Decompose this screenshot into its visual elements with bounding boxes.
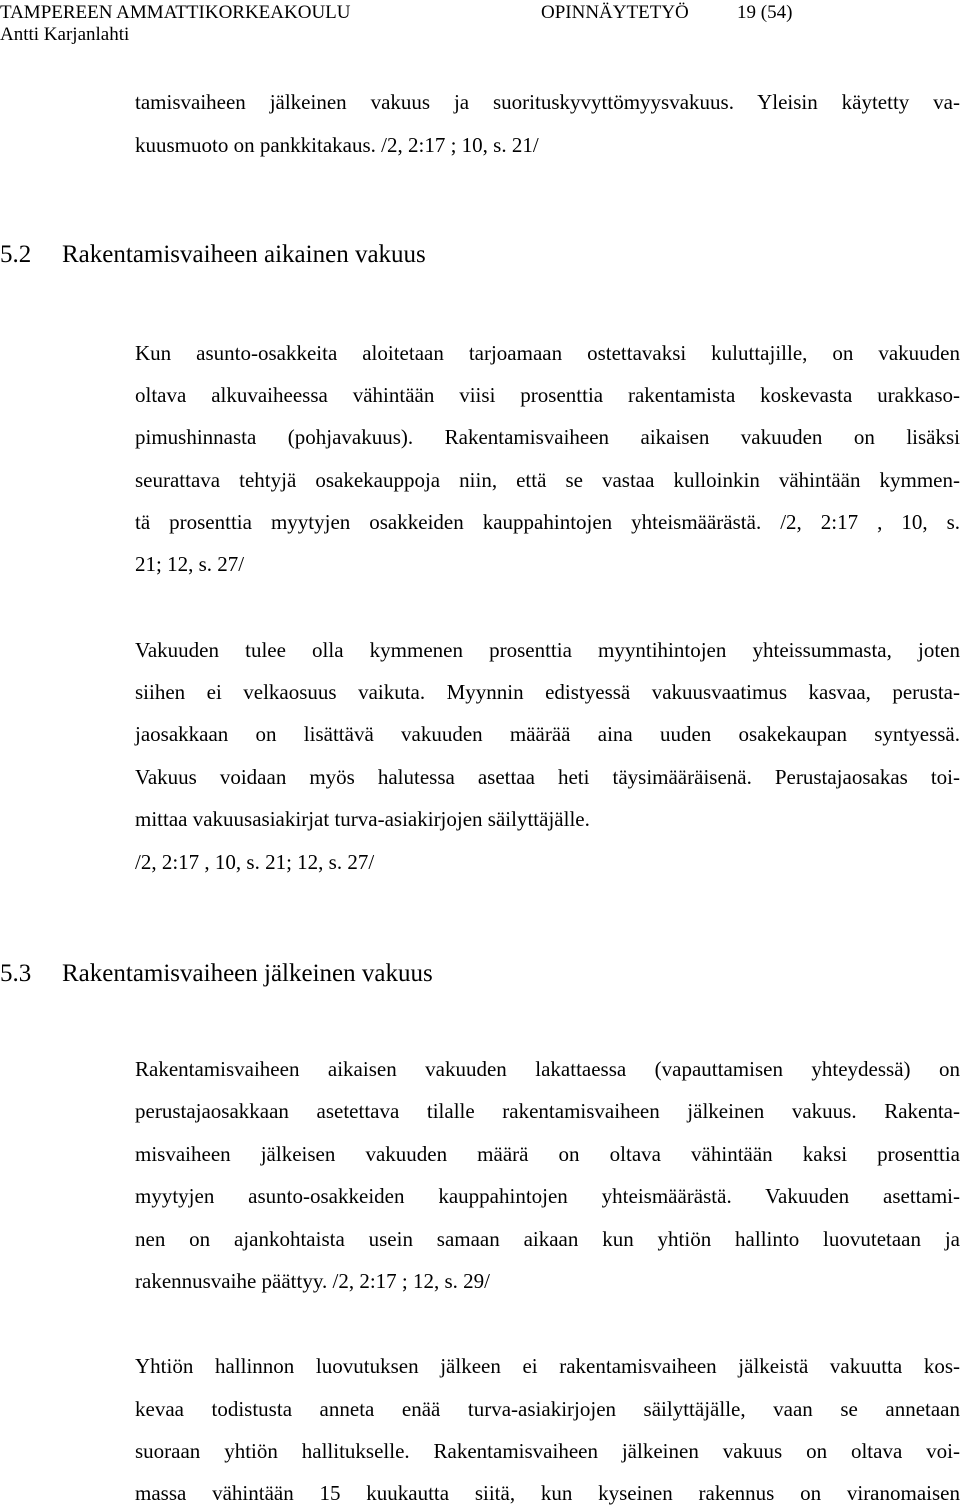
- text-line: Rakentamisvaiheen aikaisen vakuuden lakattaessa (vapauttamisen yhteydessä) on: [135, 1057, 960, 1081]
- header-document-type: OPINNÄYTETYÖ: [541, 2, 689, 23]
- header-school: TAMPEREEN AMMATTIKORKEAKOULU: [0, 2, 351, 23]
- text-line: mittaa vakuusasiakirjat turva-asiakirjojen säilyttäjälle.: [135, 807, 590, 831]
- text-line: tamisvaiheen jälkeinen vakuus ja suorituskyvyttömyysvakuus. Yleisin käytetty va-: [135, 90, 960, 114]
- text-line: suoraan yhtiön hallitukselle. Rakentamisvaiheen jälkeinen vakuus on oltava voi-: [135, 1439, 960, 1463]
- text-line: kuusmuoto on pankkitakaus. /2, 2:17 ; 10, s. 21/: [135, 133, 539, 157]
- text-line: kevaa todistusta anneta enää turva-asiakirjojen säilyttäjälle, vaan se annetaan: [135, 1397, 960, 1421]
- section-title: Rakentamisvaiheen aikainen vakuus: [62, 241, 426, 268]
- text-line: massa vähintään 15 kuukautta siitä, kun kyseinen rakennus on viranomaisen: [135, 1481, 960, 1505]
- text-line: perustajaosakkaan asetettava tilalle rakentamisvaiheen jälkeinen vakuus. Rakenta-: [135, 1099, 960, 1123]
- text-line: Vakuus voidaan myös halutessa asettaa heti täysimääräisenä. Perustajaosakas toi-: [135, 765, 960, 789]
- text-line: seurattava tehtyjä osakekauppoja niin, että se vastaa kulloinkin vähintään kymmen-: [135, 468, 960, 492]
- section-number: 5.2: [0, 241, 32, 268]
- text-line: tä prosenttia myytyjen osakkeiden kauppahintojen yhteismäärästä. /2, 2:17 , 10, s.: [135, 510, 960, 534]
- text-line: Kun asunto-osakkeita aloitetaan tarjoamaan ostettavaksi kuluttajille, on vakuuden: [135, 341, 960, 365]
- text-line: /2, 2:17 , 10, s. 21; 12, s. 27/: [135, 850, 375, 874]
- text-line: pimushinnasta (pohjavakuus). Rakentamisvaiheen aikaisen vakuuden on lisäksi: [135, 425, 960, 449]
- section-heading-5-3: [0, 959, 433, 989]
- header-author: Antti Karjanlahti: [0, 24, 130, 45]
- text-line: jaosakkaan on lisättävä vakuuden määrää aina uuden osakekaupan syntyessä.: [135, 722, 960, 746]
- text-line: siihen ei velkaosuus vaikuta. Myynnin edistyessä vakuusvaatimus kasvaa, perusta-: [135, 680, 960, 704]
- text-line: oltava alkuvaiheessa vähintään viisi prosenttia rakentamista koskevasta urakkaso-: [135, 383, 960, 407]
- text-line: myytyjen asunto-osakkeiden kauppahintojen yhteismäärästä. Vakuuden asettami-: [135, 1184, 960, 1208]
- text-line: nen on ajankohtaista usein samaan aikaan kun yhtiön hallinto luovutetaan ja: [135, 1227, 960, 1251]
- text-line: 21; 12, s. 27/: [135, 552, 245, 576]
- section-heading-5-2: [0, 240, 426, 270]
- section-title: Rakentamisvaiheen jälkeinen vakuus: [62, 960, 433, 987]
- header-page-number: 19 (54): [737, 2, 793, 23]
- text-line: Yhtiön hallinnon luovutuksen jälkeen ei rakentamisvaiheen jälkeistä vakuutta kos-: [135, 1354, 960, 1378]
- section-number: 5.3: [0, 960, 32, 987]
- text-line: rakennusvaihe päättyy. /2, 2:17 ; 12, s. 29/: [135, 1269, 490, 1293]
- page-header: [0, 2, 793, 24]
- text-line: misvaiheen jälkeisen vakuuden määrä on oltava vähintään kaksi prosenttia: [135, 1142, 960, 1166]
- text-line: Vakuuden tulee olla kymmenen prosenttia myyntihintojen yhteissummasta, joten: [135, 638, 960, 662]
